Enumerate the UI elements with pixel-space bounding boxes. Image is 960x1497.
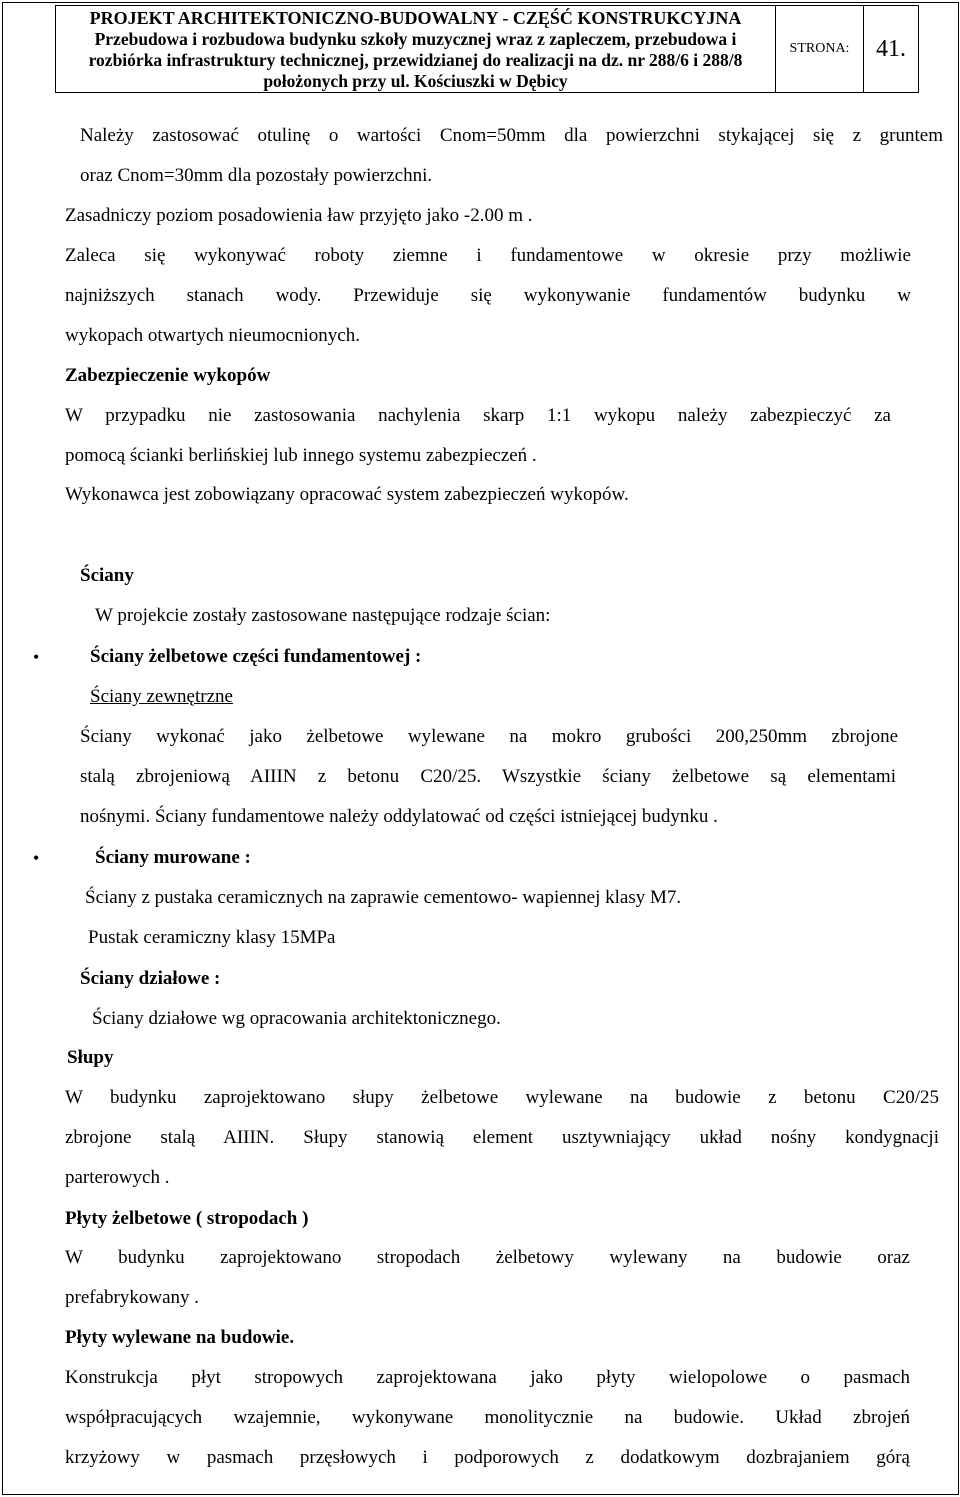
section-heading: Płyty żelbetowe ( stropodach ) xyxy=(65,1208,309,1229)
paragraph-line: Zasadniczy poziom posadowienia ław przyjęto jako -2.00 m . xyxy=(65,205,533,226)
paragraph-line: Należy zastosować otulinę o wartości Cnom=50mm dla powierzchni stykającej się z gruntem xyxy=(80,125,943,146)
subheading: Ściany zewnętrzne xyxy=(90,686,233,707)
page-label: STRONA: xyxy=(776,6,864,92)
section-heading: Ściany działowe : xyxy=(80,968,221,989)
project-subtitle-line: położonych przy ul. Kościuszki w Dębicy xyxy=(263,71,568,91)
paragraph-line: pomocą ścianki berlińskiej lub innego systemu zabezpieczeń . xyxy=(65,445,537,466)
paragraph-line: współpracujących wzajemnie, wykonywane monolitycznie na budowie. Układ zbrojeń xyxy=(65,1407,910,1428)
section-heading: Ściany xyxy=(80,565,134,586)
paragraph-line: parterowych . xyxy=(65,1167,170,1188)
paragraph-line: Konstrukcja płyt stropowych zaprojektowana jako płyty wielopolowe o pasmach xyxy=(65,1367,910,1388)
project-subtitle-line: rozbiórka infrastruktury technicznej, przewidzianej do realizacji na dz. nr 288/6 i 288/8 xyxy=(88,50,743,70)
bullet-icon: • xyxy=(33,647,40,667)
paragraph-line: Ściany wykonać jako żelbetowe wylewane na mokro grubości 200,250mm zbrojone xyxy=(80,726,898,747)
paragraph-line: wykopach otwartych nieumocnionych. xyxy=(65,325,360,346)
paragraph-line: Wykonawca jest zobowiązany opracować system zabezpieczeń wykopów. xyxy=(65,484,629,505)
paragraph-line: zbrojone stalą AIIIN. Słupy stanowią element usztywniający układ nośny kondygnacji xyxy=(65,1127,939,1148)
document-header xyxy=(55,5,919,93)
paragraph-line: oraz Cnom=30mm dla pozostały powierzchni. xyxy=(80,165,433,186)
paragraph-line: krzyżowy w pasmach przęsłowych i podporowych z dodatkowym dozbrajaniem górą xyxy=(65,1447,910,1468)
paragraph-line: W budynku zaprojektowano słupy żelbetowe wylewane na budowie z betonu C20/25 xyxy=(65,1087,939,1108)
page-number: 41. xyxy=(876,35,906,62)
paragraph-line: najniższych stanach wody. Przewiduje się wykonywanie fundamentów budynku w xyxy=(65,285,911,306)
section-heading: Słupy xyxy=(67,1047,114,1068)
project-subtitle-line: Przebudowa i rozbudowa budynku szkoły muzycznej wraz z zapleczem, przebudowa i xyxy=(94,29,737,49)
section-heading: Płyty wylewane na budowie. xyxy=(65,1327,295,1348)
paragraph-line: Ściany działowe wg opracowania architektonicznego. xyxy=(92,1008,501,1029)
project-title: PROJEKT ARCHITEKTONICZNO-BUDOWALNY - CZĘŚĆ KONSTRUKCYJNA xyxy=(89,8,742,28)
paragraph-line: W projekcie zostały zastosowane następujące rodzaje ścian: xyxy=(95,605,551,626)
paragraph-line: stalą zbrojeniową AIIIN z betonu C20/25. Wszystkie ściany żelbetowe są elementami xyxy=(80,766,896,787)
section-heading: Ściany żelbetowe części fundamentowej : xyxy=(90,646,422,667)
paragraph-line: Pustak ceramiczny klasy 15MPa xyxy=(88,927,336,948)
paragraph-line: Ściany z pustaka ceramicznych na zaprawie cementowo- wapiennej klasy M7. xyxy=(85,887,682,908)
paragraph-line: Zaleca się wykonywać roboty ziemne i fundamentowe w okresie przy możliwie xyxy=(65,245,911,266)
bullet-icon: • xyxy=(33,848,40,868)
paragraph-line: W budynku zaprojektowano stropodach żelbetowy wylewany na budowie oraz xyxy=(65,1247,910,1268)
paragraph-line: prefabrykowany . xyxy=(65,1287,200,1308)
paragraph-line: nośnymi. Ściany fundamentowe należy oddylatować od części istniejącej budynku . xyxy=(80,806,718,827)
paragraph-line: W przypadku nie zastosowania nachylenia skarp 1:1 wykopu należy zabezpieczyć za xyxy=(65,405,891,426)
header-title xyxy=(56,6,776,92)
section-heading: Zabezpieczenie wykopów xyxy=(65,365,271,386)
section-heading: Ściany murowane : xyxy=(95,847,251,868)
